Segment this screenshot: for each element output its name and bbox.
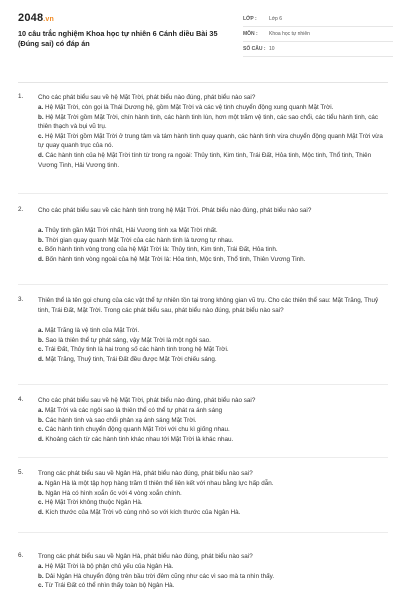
option-letter: a. — [38, 227, 44, 234]
question-number: 3. — [18, 296, 24, 303]
option-letter: b. — [38, 572, 44, 580]
question-text: Cho các phát biểu sau về các hành tinh trong hệ Mặt Trời. Phát biểu nào đúng, phát biểu nào sai? — [38, 207, 312, 214]
answer-option — [38, 435, 383, 445]
question-divider — [18, 284, 388, 285]
option-text: Mặt Trời và các ngôi sao là thiên thể có thể tự phát ra ánh sáng — [45, 407, 223, 414]
meta-row-subject — [243, 27, 393, 42]
answer-option — [38, 479, 383, 489]
option-letter: a. — [38, 327, 44, 334]
answer-option — [38, 355, 383, 365]
option-text: Khoảng cách từ các hành tinh khác nhau tới Mặt Trời là khác nhau. — [45, 435, 234, 443]
option-text: Kích thước của Mặt Trời vô cùng nhỏ so với kích thước của Ngân Hà. — [45, 508, 241, 516]
option-letter: c. — [38, 499, 44, 507]
answer-option — [38, 113, 383, 132]
question-text: Thiên thể là tên gọi chung của các vật thể tự nhiên tồn tại trong không gian vũ trụ. Cho các thiên thể sau: Mặt Trăng, Thuỷ tinh, Trái Đất, Mặt Trời. Trong các phát biểu sau, phát biểu nào đúng, phát biểu nào sai? — [38, 297, 379, 314]
question-text: Trong các phát biểu sau về Ngân Hà, phát biểu nào đúng, phát biểu nào sai? — [38, 553, 253, 560]
option-text: Hệ Mặt Trời, còn gọi là Thái Dương hệ, gồm Mặt Trời và các vệ tinh chuyển động xung quanh Mặt Trời. — [45, 104, 334, 111]
meta-value: Khoa học tự nhiên — [269, 31, 310, 37]
logo-text: 2048 — [18, 12, 44, 24]
meta-label: MÔN : — [243, 31, 258, 37]
answer-options — [38, 479, 383, 517]
meta-info-table — [243, 12, 393, 57]
question-divider — [18, 193, 388, 194]
option-letter: a. — [38, 407, 44, 414]
question-number: 1. — [18, 93, 24, 100]
answer-options — [38, 406, 383, 444]
option-text: Các hành tinh và sao chổi phản xạ ánh sáng Mặt Trời. — [45, 416, 197, 424]
option-letter: b. — [38, 416, 44, 424]
question-number: 4. — [18, 396, 24, 403]
answer-options — [38, 326, 383, 364]
meta-label: SỐ CÂU : — [243, 46, 266, 52]
option-letter: c. — [38, 426, 44, 434]
option-letter: c. — [38, 132, 44, 140]
answer-options — [38, 226, 383, 264]
option-letter: c. — [38, 582, 44, 590]
answer-option — [38, 489, 383, 499]
answer-option — [38, 326, 383, 336]
answer-option — [38, 236, 383, 246]
option-text: Hệ Mặt Trời không thuộc Ngân Hà. — [45, 499, 143, 507]
page-header — [18, 12, 388, 70]
answer-options — [38, 103, 383, 170]
answer-option — [38, 245, 383, 255]
option-text: Hệ Mặt Trời gồm Mặt Trời, chín hành tinh, các hành tinh lùn, hơn một trăm vệ tinh, các sao chổi, các tiểu hành tinh, các thiên thạch và bụi vũ trụ. — [38, 113, 378, 131]
answer-option — [38, 425, 383, 435]
option-letter: c. — [38, 246, 44, 254]
answer-option — [38, 562, 383, 572]
option-text: Trái Đất, Thủy tinh là hai trong số các hành tinh trong hệ Mặt Trời. — [44, 346, 229, 354]
answer-option — [38, 406, 383, 416]
option-text: Thời gian quay quanh Mặt Trời của các hành tinh là tương tự nhau. — [45, 236, 234, 244]
option-text: Thủy tinh gần Mặt Trời nhất, Hải Vương tinh xa Mặt Trời nhất. — [44, 227, 218, 234]
meta-value: Lớp 6 — [269, 16, 283, 22]
answer-option — [38, 336, 383, 346]
question-text: Cho các phát biểu sau về hệ Mặt Trời, phát biểu nào đúng, phát biểu nào sai? — [38, 397, 256, 404]
answer-option — [38, 498, 383, 508]
option-text: Ngân Hà có hình xoắn ốc với 4 vòng xoắn chính. — [45, 489, 182, 497]
answer-option — [38, 255, 383, 265]
option-text: Hệ Mặt Trời là bộ phận chủ yếu của Ngân Hà. — [45, 563, 174, 570]
option-letter: c. — [38, 346, 44, 354]
option-text: Bốn hành tinh vòng ngoài của hệ Mặt Trời là: Hỏa tinh, Mộc tinh, Thổ tinh, Thiên Vương Tinh. — [45, 255, 306, 263]
option-text: Ngân Hà là một tập hợp hàng trăm tỉ thiên thể liên kết với nhau bằng lực hấp dẫn. — [45, 480, 274, 487]
answer-options — [38, 562, 383, 591]
answer-option — [38, 151, 383, 170]
option-letter: a. — [38, 563, 44, 570]
meta-label: LỚP : — [243, 16, 257, 22]
option-letter: a. — [38, 104, 44, 111]
option-letter: b. — [38, 336, 44, 344]
answer-option — [38, 572, 383, 582]
answer-option — [38, 581, 383, 591]
header-divider — [18, 82, 388, 83]
option-letter: b. — [38, 236, 44, 244]
meta-row-count — [243, 42, 393, 57]
question-text: Cho các phát biểu sau về hệ Mặt Trời, phát biểu nào đúng, phát biểu nào sai? — [38, 94, 256, 101]
answer-option — [38, 132, 383, 151]
option-text: Từ Trái Đất có thể nhìn thấy toàn bộ Ngân Hà. — [44, 582, 175, 590]
question-number: 2. — [18, 206, 24, 213]
option-letter: b. — [38, 489, 44, 497]
option-letter: d. — [38, 255, 44, 263]
answer-option — [38, 416, 383, 426]
option-text: Các hành tinh của hệ Mặt Trời tính từ trong ra ngoài: Thủy tinh, Kim tinh, Trái Đất, Hỏa tinh, Mộc tinh, Thổ tinh, Thiên Vương Tinh, Hải Vương tinh. — [38, 151, 372, 169]
question-number: 6. — [18, 552, 24, 559]
option-text: Mặt Trăng, Thuỷ tinh, Trái Đất đều được Mặt Trời chiếu sáng. — [45, 355, 217, 363]
option-text: Mặt Trăng là vệ tinh của Mặt Trời. — [45, 327, 140, 334]
logo-domain: .vn — [43, 16, 54, 23]
option-text: Các hành tinh chuyển động quanh Mặt Trời với chu kì giống nhau. — [45, 426, 230, 434]
question-text: Trong các phát biểu sau về Ngân Hà, phát biểu nào đúng, phát biểu nào sai? — [38, 470, 253, 477]
option-text: Sao là thiên thể tự phát sáng, vậy Mặt Trời là một ngôi sao. — [45, 336, 211, 344]
meta-value: 10 — [269, 46, 275, 52]
answer-option — [38, 345, 383, 355]
option-letter: d. — [38, 355, 44, 363]
question-number: 5. — [18, 469, 24, 476]
page-title: 10 câu trắc nghiệm Khoa học tự nhiên 6 Cánh diều Bài 35 (Đúng sai) có đáp án — [18, 29, 218, 48]
option-text: Hệ Mặt Trời gồm Mặt Trời ở trung tâm và tám hành tinh quay quanh, các hành tinh vừa chuyển động quanh Mặt Trời vừa tự quay quanh trục của nó. — [38, 132, 383, 150]
site-logo[interactable] — [18, 12, 54, 24]
option-letter: b. — [38, 113, 44, 121]
option-letter: d. — [38, 508, 44, 516]
meta-row-class — [243, 12, 393, 27]
answer-option — [38, 226, 383, 236]
question-divider — [18, 384, 388, 385]
option-letter: d. — [38, 435, 44, 443]
option-text: Dải Ngân Hà chuyển động trên bầu trời đêm cũng như các vì sao mà ta nhìn thấy. — [45, 572, 275, 580]
answer-option — [38, 508, 383, 518]
answer-option — [38, 103, 383, 113]
option-letter: d. — [38, 151, 44, 159]
option-letter: a. — [38, 480, 44, 487]
option-text: Bốn hành tinh vòng trong của hệ Mặt Trời là: Thủy tinh, Kim tinh, Trái Đất, Hỏa tinh. — [45, 246, 278, 254]
question-divider — [18, 532, 388, 533]
question-divider — [18, 457, 388, 458]
